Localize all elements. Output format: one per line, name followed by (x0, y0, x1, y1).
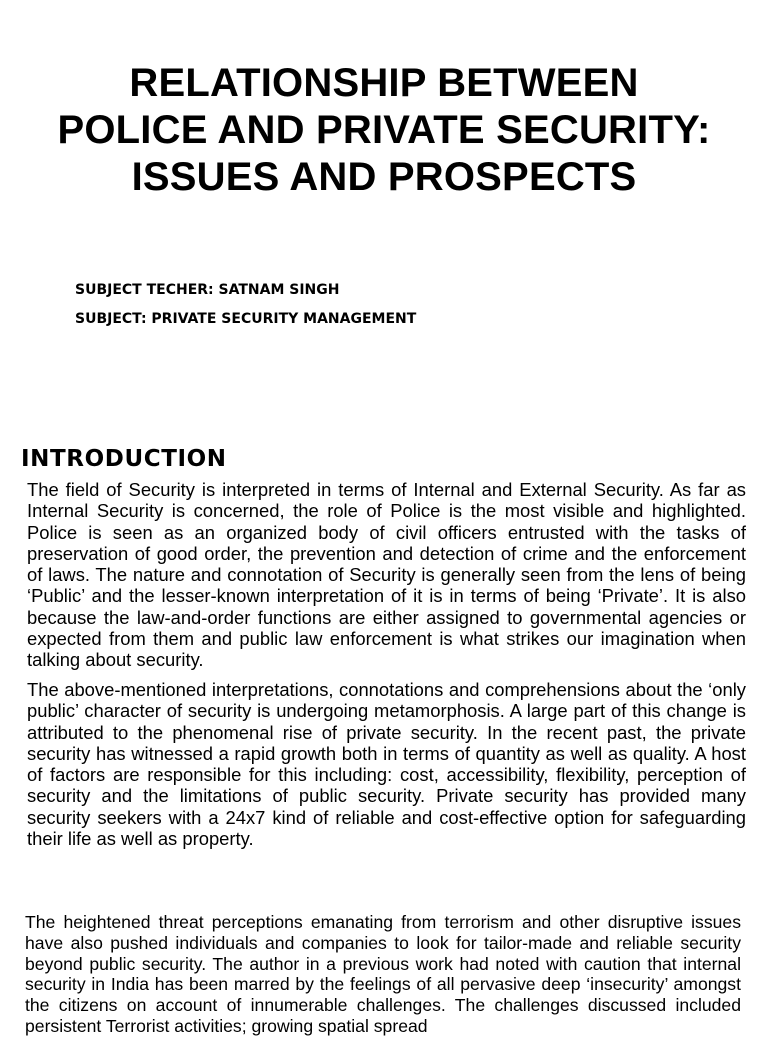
title-line: ISSUES AND PROSPECTS (131, 155, 637, 199)
title-line: POLICE AND PRIVATE SECURITY: (57, 108, 711, 152)
section-heading-introduction: INTRODUCTION (21, 446, 227, 472)
subject-teacher: SUBJECT TECHER: SATNAM SINGH (75, 282, 340, 298)
subject-name: SUBJECT: PRIVATE SECURITY MANAGEMENT (75, 311, 417, 327)
intro-paragraph-1: The field of Security is interpreted in terms of Internal and External Security. As far as Internal Security is concerned, the role of Police is the most visible and highlighted. Police is seen as an organized body of civil officers entrusted with the tasks of preservation of good order, the prevention and detection of crime and the enforcement of laws. The nature and connotation of Security is generally seen from the lens of being ‘Public’ and the lesser-known interpretation of it is in terms of being ‘Private’. It is also because the law-and-order functions are either assigned to governmental agencies or expected from them and public law enforcement is what strikes our imagination when talking about security. (27, 479, 746, 671)
title-line: RELATIONSHIP BETWEEN (129, 61, 639, 105)
document-title (0, 60, 768, 201)
intro-paragraph-2: The above-mentioned interpretations, connotations and comprehensions about the ‘only public’ character of security is undergoing metamorphosis. A large part of this change is attributed to the phenomenal rise of private security. In the recent past, the private security has witnessed a rapid growth both in terms of quantity as well as quality. A host of factors are responsible for this including: cost, accessibility, flexibility, perception of security and the limitations of public security. Private security has provided many security seekers with a 24x7 kind of reliable and cost-effective option for safeguarding their life as well as property. (27, 679, 746, 850)
document-meta (75, 276, 416, 334)
intro-paragraph-3: The heightened threat perceptions emanating from terrorism and other disruptive issues have also pushed individuals and companies to look for tailor-made and reliable security beyond public security. The author in a previous work had noted with caution that internal security in India has been marred by the feelings of all pervasive deep ‘insecurity’ amongst the citizens on account of innumerable challenges. The challenges discussed included persistent Terrorist activities; growing spatial spread (25, 912, 741, 1036)
